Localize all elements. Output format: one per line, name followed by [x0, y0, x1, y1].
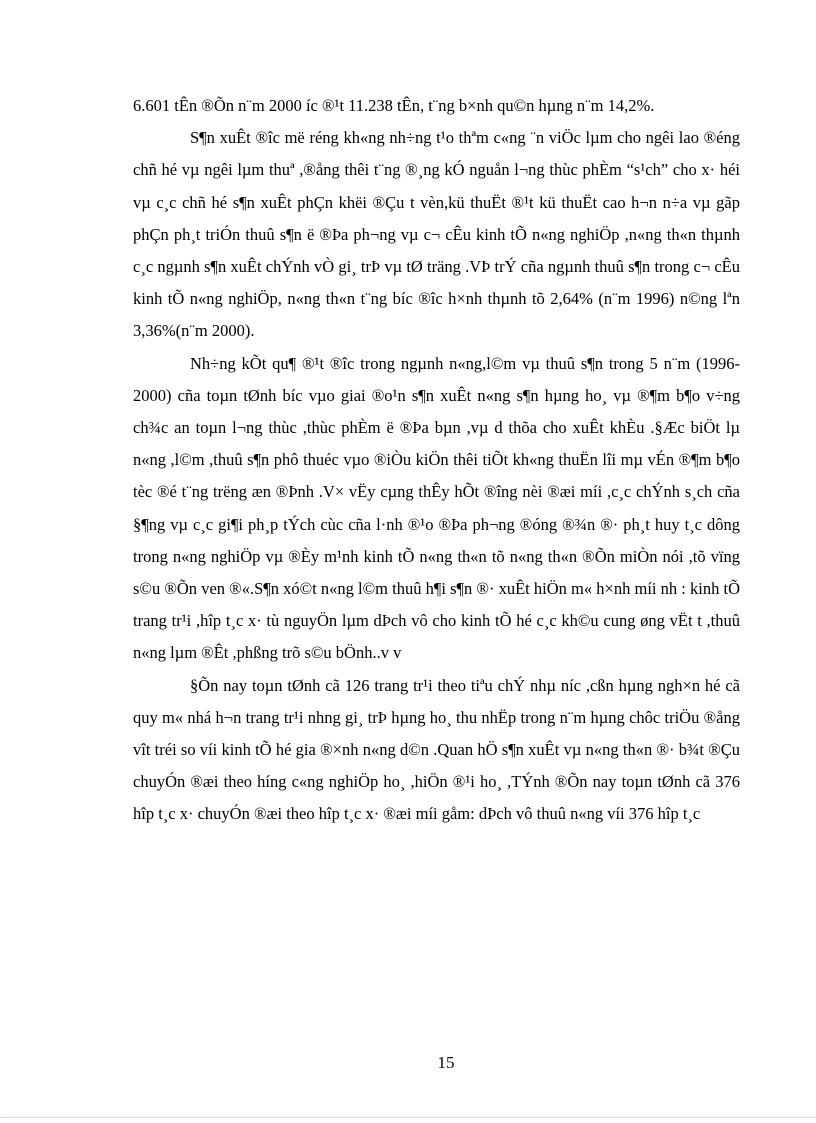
body-text: [133, 90, 740, 831]
page-bottom-divider: [0, 1117, 816, 1118]
paragraph: S¶n xuÊt ®îc më réng kh«ng nh÷ng t¹o thªm c«ng ¨n viÖc lµm cho ngêi lao ®éng chñ hé vµ ngêi lµm thuª ,®ång thêi t¨ng ®¸ng kÓ nguån l¬ng thùc phÈm “s¹ch” cho x· héi vµ c¸c chñ hé s¶n xuÊt phÇn khëi ®Çu t vèn,kü thuËt ®¹t kü thuËt cao h¬n n÷a vµ gãp phÇn ph¸t triÓn thuû s¶n ë ®Þa ph¬ng vµ c¬ cÊu kinh tÕ n«ng nghiÖp ,n«ng th«n thµnh c¸c ngµnh s¶n xuÊt chÝnh vÒ gi¸ trÞ vµ tØ träng .VÞ trÝ cña ngµnh thuû s¶n trong c¬ cÊu kinh tÕ n«ng nghiÖp, n«ng th«n t¨ng bíc ®îc h×nh thµnh tõ 2,64% (n¨m 1996) n©ng lªn 3,36%(n¨m 2000).: [133, 128, 740, 341]
page-number: 15: [437, 1053, 455, 1072]
paragraph-continuation: 6.601 tÊn ®Õn n¨m 2000 íc ®¹t 11.238 tÊn, t¨ng b×nh qu©n hµng n¨m 14,2%.: [133, 96, 655, 115]
paragraph: Nh÷ng kÕt qu¶ ®¹t ®îc trong ngµnh n«ng,l©m vµ thuû s¶n trong 5 n¨m (1996-2000) cña toµn tØnh bíc vµo giai ®o¹n s¶n xuÊt n«ng s¶n hµng ho¸ vµ ®¶m b¶o v÷ng ch¾c an toµn l¬ng thùc ,thùc phÈm ë ®Þa bµn ,vµ d thõa cho xuÊt khÈu .§Æc biÖt lµ n«ng ,l©m ,thuû s¶n phô thuéc vµo ®iÒu kiÖn thêi tiÕt kh«ng thuËn lîi mµ vÉn ®¶m b¶o tèc ®é t¨ng trëng æn ®Þnh .V× vËy cµng thÊy hÕt ®îng nèi ®æi míi ,c¸c chÝnh s¸ch cña §¶ng vµ c¸c gi¶i ph¸p tÝch cùc cña l·nh ®¹o ®Þa ph¬ng ®óng ®¾n ®· ph¸t huy t¸c dông trong n«ng nghiÖp vµ ®Èy m¹nh kinh tÕ n«ng th«n tõ n«ng th«n ®Õn miÒn nói ,tõ vïng s©u ®Õn ven ®«.S¶n xó©t n«ng l©m thuû h¶i s¶n ®· xuÊt hiÖn m« h×nh míi nh : kinh tÕ trang tr¹i ,hîp t¸c x· tù nguyÖn lµm dÞch vô cho kinh tÕ hé c¸c kh©u cung øng vËt t ,thuû n«ng lµm ®Êt ,phßng trõ s©u bÖnh..v v: [133, 353, 740, 663]
paragraph: §Õn nay toµn tØnh cã 126 trang tr¹i theo tiªu chÝ nhµ níc ,cßn hµng ngh×n hé cã quy m« nhá h¬n trang tr¹i nhng gi¸ trÞ hµng ho¸ thu nhËp trong n¨m hµng chôc triÖu ®ång vît tréi so víi kinh tÕ hé gia ®×nh n«ng d©n .Quan hÖ s¶n xuÊt vµ n«ng th«n ®· b¾t ®Çu chuyÓn ®æi theo híng c«ng nghiÖp ho¸ ,hiÖn ®¹i ho¸ ,TÝnh ®Õn nay toµn tØnh cã 376 hîp t¸c x· chuyÓn ®æi theo hîp t¸c x· ®æi míi gåm: dÞch vô thuû n«ng víi 376 hîp t¸c: [133, 675, 740, 824]
